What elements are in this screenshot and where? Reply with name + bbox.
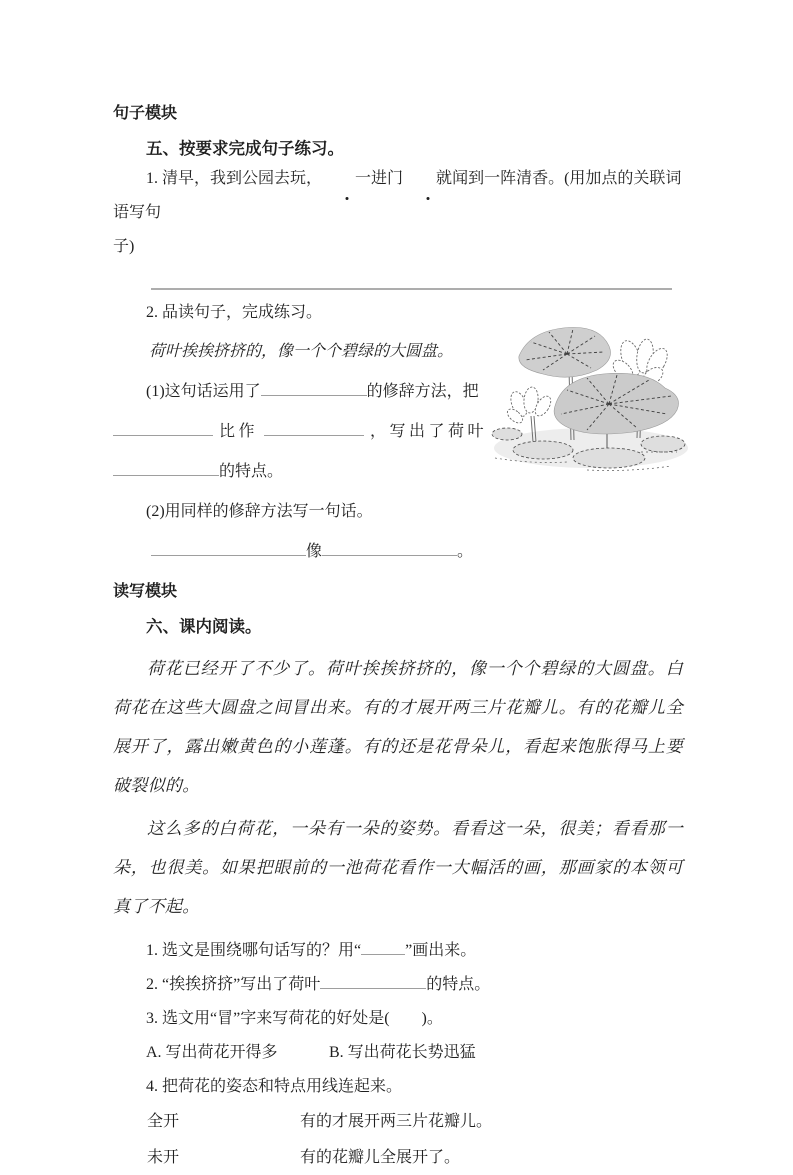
q1-text-post: 闻到一阵清香。(用加点的关联词语写句 xyxy=(113,170,682,221)
emphasis-char: 一 xyxy=(322,162,371,196)
section-heading-reading-module: 读写模块 xyxy=(113,583,178,600)
reading-question-1 xyxy=(113,935,683,967)
exercise-5-question-1 xyxy=(113,162,683,230)
match-row xyxy=(147,1141,683,1175)
exercise-5-question-2-block xyxy=(113,296,683,568)
exercise-5-question-1-carry xyxy=(113,230,683,264)
reading-passage-paragraph-2: 这么多的白荷花，一朵有一朵的姿势。看看这一朵，很美；看看那一朵，也很美。如果把眼前的一池荷花看作一大幅活的画，那画家的本领可真了不起。 xyxy=(113,819,683,917)
answer-blank xyxy=(151,538,306,556)
q2-sub2-answer-line xyxy=(151,535,683,568)
q1-text-pre: 1. 清早，我到公园去玩， xyxy=(146,170,323,187)
q1-text-mid: 进门 xyxy=(371,170,404,187)
rq2-text-post: 的特点。 xyxy=(426,976,491,993)
answer-line xyxy=(151,288,672,290)
rq1-text-post: ”画出来。 xyxy=(405,942,477,959)
match-right-item: 有的才展开两三片花瓣儿。 xyxy=(300,1113,493,1130)
answer-options-row xyxy=(113,1037,683,1069)
match-left-item: 未开 xyxy=(147,1149,180,1166)
match-left-item: 全开 xyxy=(147,1113,180,1130)
answer-blank xyxy=(113,418,213,436)
lotus-illustration xyxy=(491,312,695,474)
exercise-6-title: 六、课内阅读。 xyxy=(146,618,262,636)
q2-sub2-title: (2)用同样的修辞方法写一句话。 xyxy=(146,503,373,520)
option-a: A. 写出荷花开得多 xyxy=(146,1044,278,1061)
reading-question-4: 4. 把荷花的姿态和特点用线连起来。 xyxy=(146,1078,403,1095)
emphasis-char: 就 xyxy=(403,162,452,196)
answer-blank xyxy=(113,458,219,476)
match-row xyxy=(147,1105,683,1139)
reading-question-2 xyxy=(113,969,683,1001)
sub1-text-2: 的修辞方法，把 xyxy=(366,383,479,400)
option-b: B. 写出荷花长势迅猛 xyxy=(329,1044,476,1061)
rq1-text-pre: 1. 选文是围绕哪句话写的？用“ xyxy=(146,942,362,959)
example-sentence: 荷叶挨挨挤挤的，像一个个碧绿的大圆盘。 xyxy=(149,341,454,360)
sub1-text-1: (1)这句话运用了 xyxy=(146,383,261,400)
section-heading-sentence-module: 句子模块 xyxy=(113,105,178,122)
q1-text-carry: 子) xyxy=(113,238,135,255)
match-right-item: 有的花瓣儿全展开了。 xyxy=(300,1149,461,1166)
lotus-illustration-svg xyxy=(491,312,695,474)
sub1-text-4: ，写出了荷叶 xyxy=(369,423,487,440)
answer-blank xyxy=(361,937,405,955)
reading-question-3: 3. 选文用“冒”字来写荷花的好处是( )。 xyxy=(146,1010,443,1027)
exercise-5-question-2-title: 2. 品读句子，完成练习。 xyxy=(146,304,323,321)
reading-passage-paragraph-1: 荷花已经开了不少了。荷叶挨挨挤挤的，像一个个碧绿的大圆盘。白荷花在这些大圆盘之间冒出来。有的才展开两三片花瓣儿。有的花瓣儿全展开了，露出嫩黄色的小莲蓬。有的还是花骨朵儿，看起来饱胀得马上要破裂似的。 xyxy=(113,659,683,796)
sub1-text-3: 比作 xyxy=(218,423,258,440)
worksheet-content xyxy=(113,102,683,1175)
answer-blank xyxy=(264,418,364,436)
sub1-text-5: 的特点。 xyxy=(219,463,284,480)
answer-blank xyxy=(322,538,457,556)
answer-blank xyxy=(320,971,426,989)
q2-sub1-line2 xyxy=(113,415,487,448)
like-character: 像 xyxy=(306,543,323,560)
period-character: 。 xyxy=(457,543,474,560)
answer-blank xyxy=(261,378,367,396)
exercise-5-title: 五、按要求完成句子练习。 xyxy=(146,140,344,158)
rq2-text-pre: 2. “挨挨挤挤”写出了荷叶 xyxy=(146,976,321,993)
